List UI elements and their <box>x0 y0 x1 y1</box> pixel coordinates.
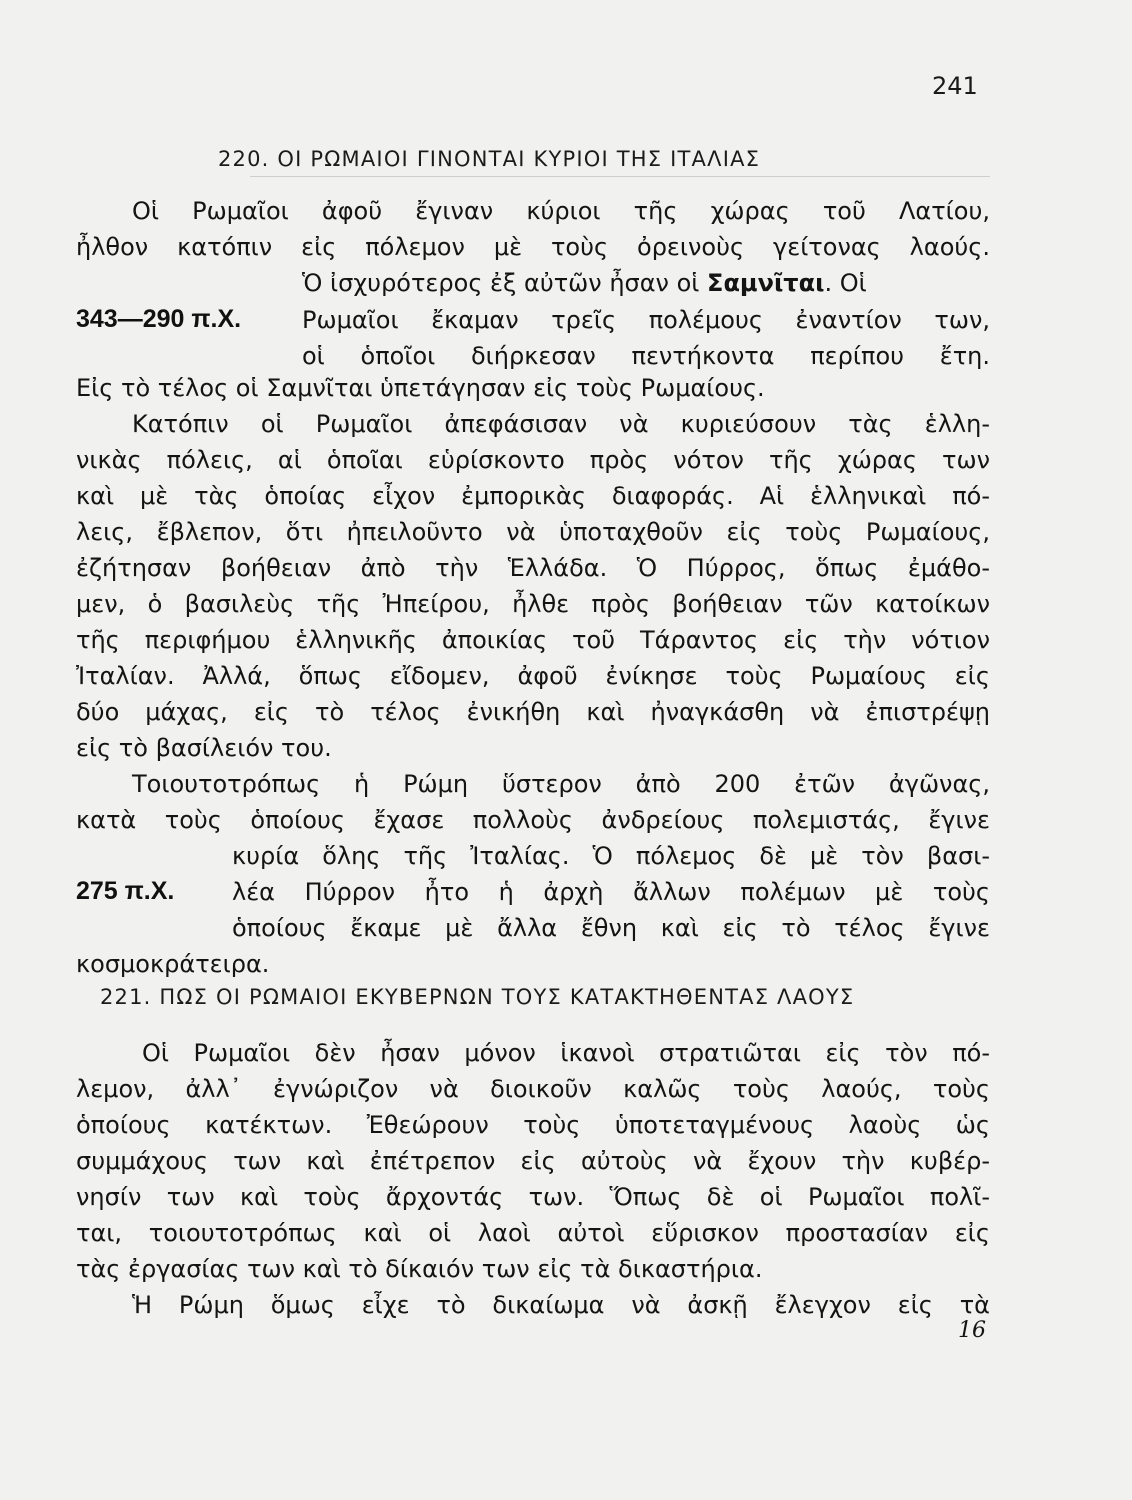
text-fragment: . Οἱ <box>824 269 867 297</box>
text-line: ὁποίους κατέκτων. Ἐθεώρουν τοὺς ὑποτεταγμένους λαοὺς ὡς <box>76 1111 990 1139</box>
text-line: νησίν των καὶ τοὺς ἄρχοντάς των. Ὅπως δὲ οἱ Ρωμαῖοι πολῖ- <box>76 1183 990 1211</box>
text-line: οἱ ὁποῖοι διήρκεσαν πεντήκοντα περίπου ἔτη. <box>302 342 990 370</box>
text-line: ἐζήτησαν βοήθειαν ἀπὸ τὴν Ἑλλάδα. Ὁ Πύρρος, ὅπως ἐμάθο- <box>76 554 990 582</box>
text-line: ὁποίους ἔκαμε μὲ ἄλλα ἔθνη καὶ εἰς τὸ τέλος ἔγινε <box>232 914 990 942</box>
text-line: τὰς ἐργασίας των καὶ τὸ δίκαιόν των εἰς τὰ δικαστήρια. <box>76 1255 763 1283</box>
text-line: Ρωμαῖοι ἔκαμαν τρεῖς πολέμους ἐναντίον των, <box>302 306 990 334</box>
emphasized-term: Σαμνῖται <box>707 269 825 297</box>
page-number: 241 <box>932 72 978 100</box>
text-line: Οἱ Ρωμαῖοι δὲν ἦσαν μόνον ἱκανοὶ στρατιῶται εἰς τὸν πό- <box>142 1039 990 1067</box>
text-line: κυρία ὅλης τῆς Ἰταλίας. Ὁ πόλεμος δὲ μὲ τὸν βασι- <box>232 842 990 870</box>
text-line: καὶ μὲ τὰς ὁποίας εἶχον ἐμπορικὰς διαφοράς. Αἱ ἑλληνικαὶ πό- <box>76 482 990 510</box>
section-220-heading: 220. ΟΙ ΡΩΜΑΙΟΙ ΓΙΝΟΝΤΑΙ ΚΥΡΙΟΙ ΤΗΣ ΙΤΑΛΙΑΣ <box>218 147 761 171</box>
signature-mark: 16 <box>958 1318 986 1343</box>
text-line: Εἰς τὸ τέλος οἱ Σαμνῖται ὑπετάγησαν εἰς τοὺς Ρωμαίους. <box>76 374 765 402</box>
text-line: μεν, ὁ βασιλεὺς τῆς Ἠπείρου, ἦλθε πρὸς βοήθειαν τῶν κατοίκων <box>76 590 990 618</box>
date-margin: 275 π.Χ. <box>76 877 175 905</box>
text-line: Οἱ Ρωμαῖοι ἀφοῦ ἔγιναν κύριοι τῆς χώρας τοῦ Λατίου, <box>132 197 990 225</box>
text-line: ἦλθον κατόπιν εἰς πόλεμον μὲ τοὺς ὀρεινοὺς γείτονας λαούς. <box>76 233 990 261</box>
text-line: κατὰ τοὺς ὁποίους ἔχασε πολλοὺς ἀνδρείους πολεμιστάς, ἔγινε <box>76 806 990 834</box>
text-line: ται, τοιουτοτρόπως καὶ οἱ λαοὶ αὐτοὶ εὕρισκον προστασίαν εἰς <box>76 1219 990 1247</box>
date-margin: 343—290 π.Χ. <box>76 305 242 333</box>
text-line: κοσμοκράτειρα. <box>76 950 270 978</box>
text-line <box>302 268 867 298</box>
text-line: λεις, ἔβλεπον, ὅτι ἠπειλοῦντο νὰ ὑποταχθοῦν εἰς τοὺς Ρωμαίους, <box>76 518 990 546</box>
text-line: συμμάχους των καὶ ἐπέτρεπον εἰς αὐτοὺς νὰ ἔχουν τὴν κυβέρ- <box>76 1147 990 1175</box>
text-line: λεμον, ἀλλ᾽ ἐγνώριζον νὰ διοικοῦν καλῶς τοὺς λαούς, τοὺς <box>76 1075 990 1103</box>
text-line: δύο μάχας, εἰς τὸ τέλος ἐνικήθη καὶ ἠναγκάσθη νὰ ἐπιστρέψῃ <box>76 698 990 726</box>
text-line: Ἰταλίαν. Ἀλλά, ὅπως εἴδομεν, ἀφοῦ ἐνίκησε τοὺς Ρωμαίους εἰς <box>76 662 990 690</box>
text-line: τῆς περιφήμου ἑλληνικῆς ἀποικίας τοῦ Τάραντος εἰς τὴν νότιον <box>76 626 990 654</box>
text-line: Κατόπιν οἱ Ρωμαῖοι ἀπεφάσισαν νὰ κυριεύσουν τὰς ἑλλη- <box>132 410 990 438</box>
text-line: Τοιουτοτρόπως ἡ Ρώμη ὕστερον ἀπὸ 200 ἐτῶν ἀγῶνας, <box>132 770 990 798</box>
section-221-heading: 221. ΠΩΣ ΟΙ ΡΩΜΑΙΟΙ ΕΚΥΒΕΡΝΩΝ ΤΟΥΣ ΚΑΤΑΚΤΗΘΕΝΤΑΣ ΛΑΟΥΣ <box>100 985 855 1009</box>
text-line: εἰς τὸ βασίλειόν του. <box>76 734 332 762</box>
text-line: λέα Πύρρον ἦτο ἡ ἀρχὴ ἄλλων πολέμων μὲ τοὺς <box>232 878 990 906</box>
text-line: Ἡ Ρώμη ὅμως εἶχε τὸ δικαίωμα νὰ ἀσκῇ ἔλεγχον εἰς τὰ <box>132 1291 990 1319</box>
text-line: νικὰς πόλεις, αἱ ὁποῖαι εὑρίσκοντο πρὸς νότον τῆς χώρας των <box>76 446 990 474</box>
heading-rule <box>250 176 990 177</box>
text-fragment: Ὁ ἰσχυρότερος ἐξ αὐτῶν ἦσαν οἱ <box>302 269 700 297</box>
